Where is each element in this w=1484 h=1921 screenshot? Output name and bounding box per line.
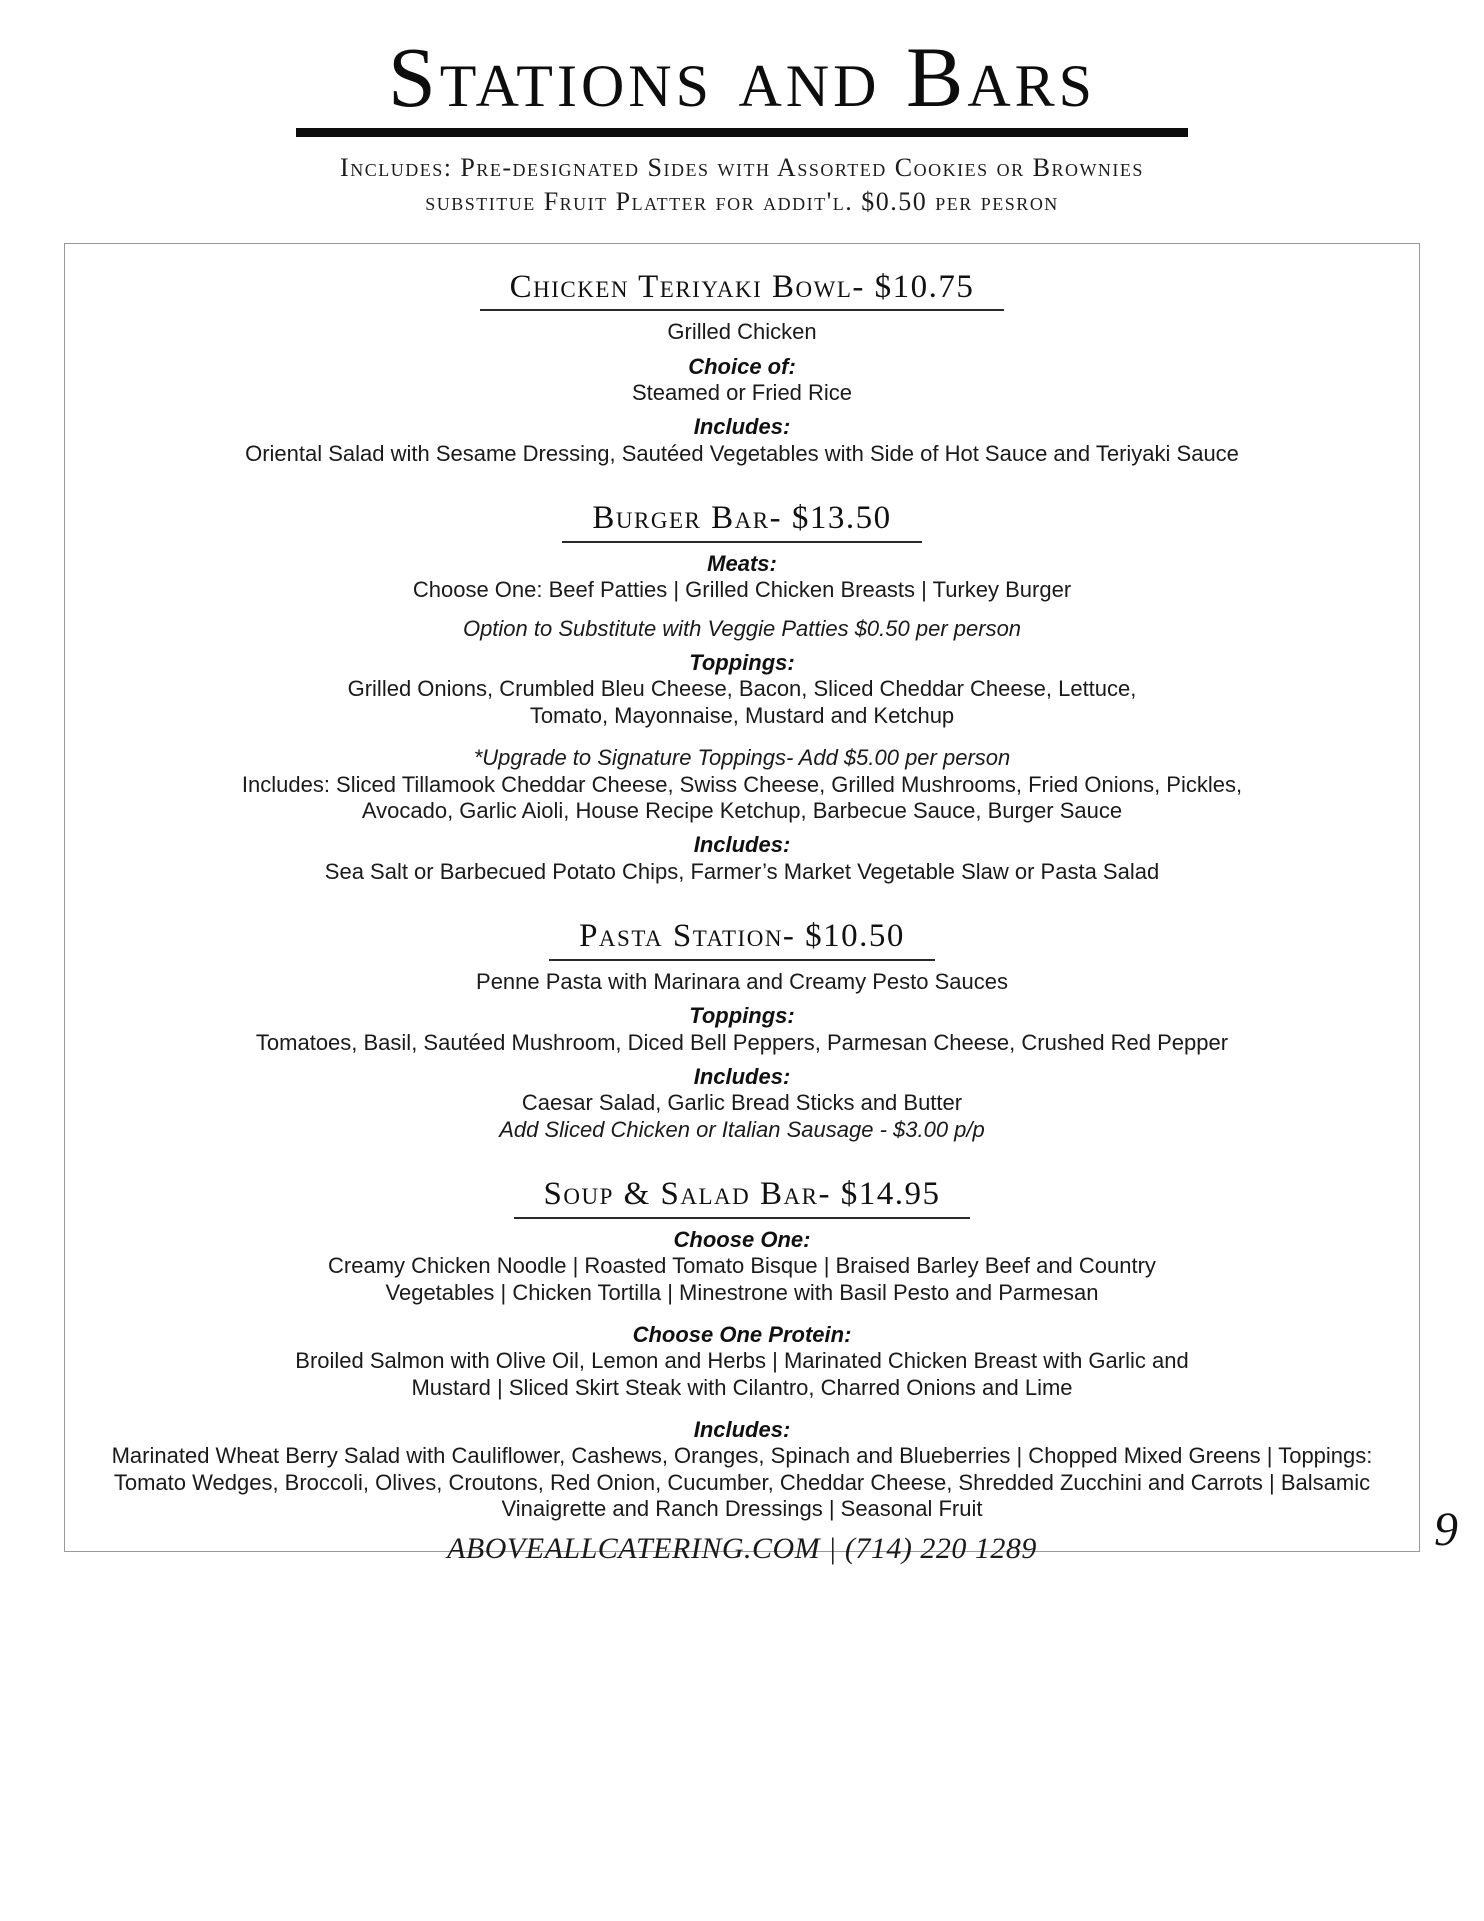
menu-label: Meats:: [707, 550, 777, 576]
section-heading-wrap: [93, 501, 1391, 543]
page-header: [0, 0, 1484, 219]
menu-line: Marinated Wheat Berry Salad with Cauliflower, Cashews, Oranges, Spinach and Blueberries | Chopped Mixed Greens | Toppings: Tomato Wedges, Broccoli, Olives, Croutons, Red Onion, Cucumber, Cheddar Cheese, Shredded Zucchini and Carrots | Balsamic Vinaigrette and Ranch Dressings | Seasonal Fruit: [111, 1443, 1373, 1522]
menu-label: Choice of:: [688, 353, 796, 379]
menu-note: Option to Substitute with Veggie Patties $0.50 per person: [462, 615, 1022, 641]
menu-line: Sea Salt or Barbecued Potato Chips, Farmer’s Market Vegetable Slaw or Pasta Salad: [324, 858, 1160, 884]
menu-line: Includes: Sliced Tillamook Cheddar Cheese, Swiss Cheese, Grilled Mushrooms, Fried Onions, Pickles, Avocado, Garlic Aioli, House Recipe Ketchup, Barbecue Sauce, Burger Sauce: [241, 771, 1243, 823]
section-chicken-teriyaki-bowl: [93, 270, 1391, 468]
subtitle-line-2: substitue Fruit Platter for addit'l. $0.50 per pesron: [425, 186, 1059, 216]
menu-label: Choose One:: [673, 1226, 811, 1252]
page-title: Stations and Bars: [387, 29, 1097, 125]
section-soup-salad-bar: [93, 1177, 1391, 1523]
menu-label: Choose One Protein:: [632, 1321, 852, 1347]
section-heading-wrap: [93, 1177, 1391, 1219]
menu-line: Tomatoes, Basil, Sautéed Mushroom, Diced Bell Peppers, Parmesan Cheese, Crushed Red Pepper: [255, 1029, 1229, 1055]
menu-line: Penne Pasta with Marinara and Creamy Pesto Sauces: [476, 968, 1008, 994]
menu-line: Oriental Salad with Sesame Dressing, Sautéed Vegetables with Side of Hot Sauce and Teriyaki Sauce: [245, 440, 1239, 466]
menu-label: Includes:: [693, 832, 791, 858]
menu-note: *Upgrade to Signature Toppings- Add $5.00 per person: [473, 745, 1011, 771]
section-heading-soup-salad-bar: Soup & Salad Bar- $14.95: [514, 1177, 971, 1219]
menu-line: Creamy Chicken Noodle | Roasted Tomato Bisque | Braised Barley Beef and Country Vegetables | Chicken Tortilla | Minestrone with Basil Pesto and Parmesan: [328, 1253, 1156, 1305]
page-number: 9: [1434, 1503, 1458, 1556]
section-heading-pasta-station: Pasta Station- $10.50: [549, 919, 935, 961]
section-heading-wrap: [93, 270, 1391, 312]
menu-label: Includes:: [693, 1417, 791, 1443]
menu-label: Includes:: [693, 414, 791, 440]
footer-contact: ABOVEALLCATERING.COM | (714) 220 1289: [447, 1532, 1037, 1565]
section-heading-chicken-teriyaki: Chicken Teriyaki Bowl- $10.75: [480, 270, 1005, 312]
menu-label: Toppings:: [689, 650, 795, 675]
section-burger-bar: [93, 501, 1391, 885]
title-underline-rule: [296, 128, 1188, 137]
menu-line: Caesar Salad, Garlic Bread Sticks and Butter: [521, 1090, 963, 1116]
menu-line: Grilled Onions, Crumbled Bleu Cheese, Bacon, Sliced Cheddar Cheese, Lettuce, Tomato, Mayonnaise, Mustard and Ketchup: [347, 676, 1137, 728]
menu-label: Includes:: [693, 1063, 791, 1089]
section-pasta-station: [93, 919, 1391, 1143]
menu-note: Add Sliced Chicken or Italian Sausage - $3.00 p/p: [499, 1116, 985, 1142]
menu-line: Broiled Salmon with Olive Oil, Lemon and Herbs | Marinated Chicken Breast with Garlic and Mustard | Sliced Skirt Steak with Cilantro, Charred Onions and Lime: [295, 1348, 1189, 1400]
subtitle-line-1: Includes: Pre-designated Sides with Assorted Cookies or Brownies: [340, 153, 1144, 182]
section-heading-wrap: [93, 919, 1391, 961]
menu-border-box: [64, 243, 1420, 1552]
section-heading-burger-bar: Burger Bar- $13.50: [562, 501, 921, 543]
menu-line: Choose One: Beef Patties | Grilled Chicken Breasts | Turkey Burger: [412, 577, 1072, 603]
menu-line: Steamed or Fried Rice: [631, 380, 853, 406]
menu-label: Toppings:: [689, 1003, 795, 1029]
menu-line: Grilled Chicken: [667, 319, 817, 345]
